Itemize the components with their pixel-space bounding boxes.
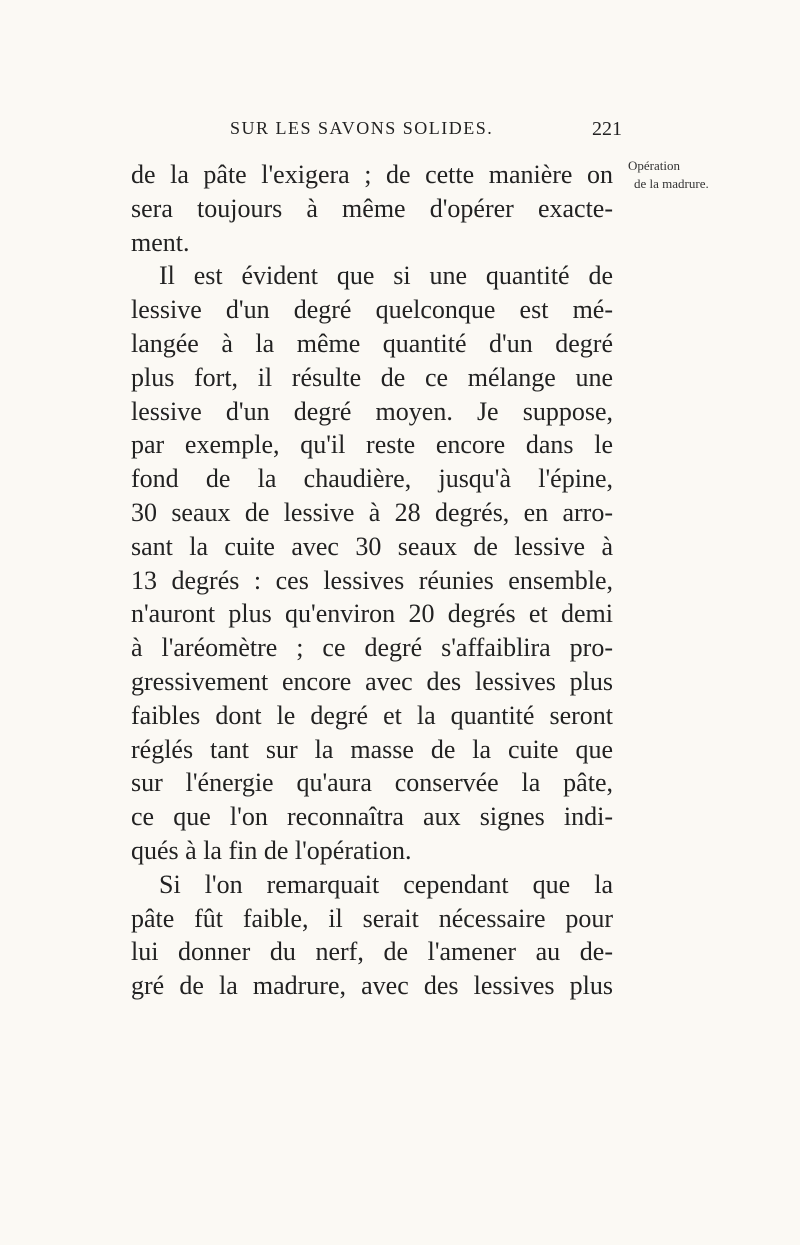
marginal-note-line: Opération: [628, 158, 680, 173]
text-line: plus fort, il résulte de ce mélange une: [131, 362, 613, 392]
text-line: réglés tant sur la masse de la cuite que: [131, 734, 613, 764]
text-line: de la pâte l'exigera ; de cette manière on: [131, 160, 613, 189]
running-title: SUR LES SAVONS SOLIDES.: [230, 118, 494, 138]
body-text: [131, 158, 613, 1003]
paragraph: [131, 868, 613, 1003]
page-number: 221: [592, 118, 622, 140]
paragraph: [131, 259, 613, 867]
text-line: Il est évident que si une quantité de: [159, 261, 613, 291]
marginal-note-line: de la madrure.: [634, 176, 709, 191]
text-line: ment.: [131, 227, 190, 257]
page-header: [230, 118, 622, 146]
paragraph: [131, 158, 613, 259]
text-line: n'auront plus qu'environ 20 degrés et demi: [131, 599, 613, 629]
text-line: 13 degrés : ces lessives réunies ensemble,: [131, 565, 613, 595]
text-line: lessive d'un degré moyen. Je suppose,: [131, 396, 613, 426]
marginal-note: [628, 157, 748, 193]
text-line: langée à la même quantité d'un degré: [131, 328, 613, 358]
text-line: gré de la madrure, avec des lessives plus: [131, 971, 613, 1001]
text-line: Si l'on remarquait cependant que la: [159, 869, 613, 899]
text-line: faibles dont le degré et la quantité seront: [131, 700, 613, 730]
text-line: 30 seaux de lessive à 28 degrés, en arro-: [131, 497, 613, 527]
text-line: ce que l'on reconnaîtra aux signes indi-: [131, 802, 613, 832]
text-line: lui donner du nerf, de l'amener au de-: [131, 937, 613, 967]
text-line: sant la cuite avec 30 seaux de lessive à: [131, 531, 613, 561]
text-line: qués à la fin de l'opération.: [131, 835, 412, 865]
text-line: fond de la chaudière, jusqu'à l'épine,: [131, 464, 613, 494]
text-line: gressivement encore avec des lessives plus: [131, 666, 613, 696]
text-line: pâte fût faible, il serait nécessaire pour: [131, 903, 613, 933]
text-line: par exemple, qu'il reste encore dans le: [131, 430, 613, 460]
text-line: sera toujours à même d'opérer exacte-: [131, 193, 613, 223]
text-line: lessive d'un degré quelconque est mé-: [131, 295, 613, 325]
text-line: à l'aréomètre ; ce degré s'affaiblira pro-: [131, 633, 613, 663]
text-line: sur l'énergie qu'aura conservée la pâte,: [131, 768, 613, 798]
